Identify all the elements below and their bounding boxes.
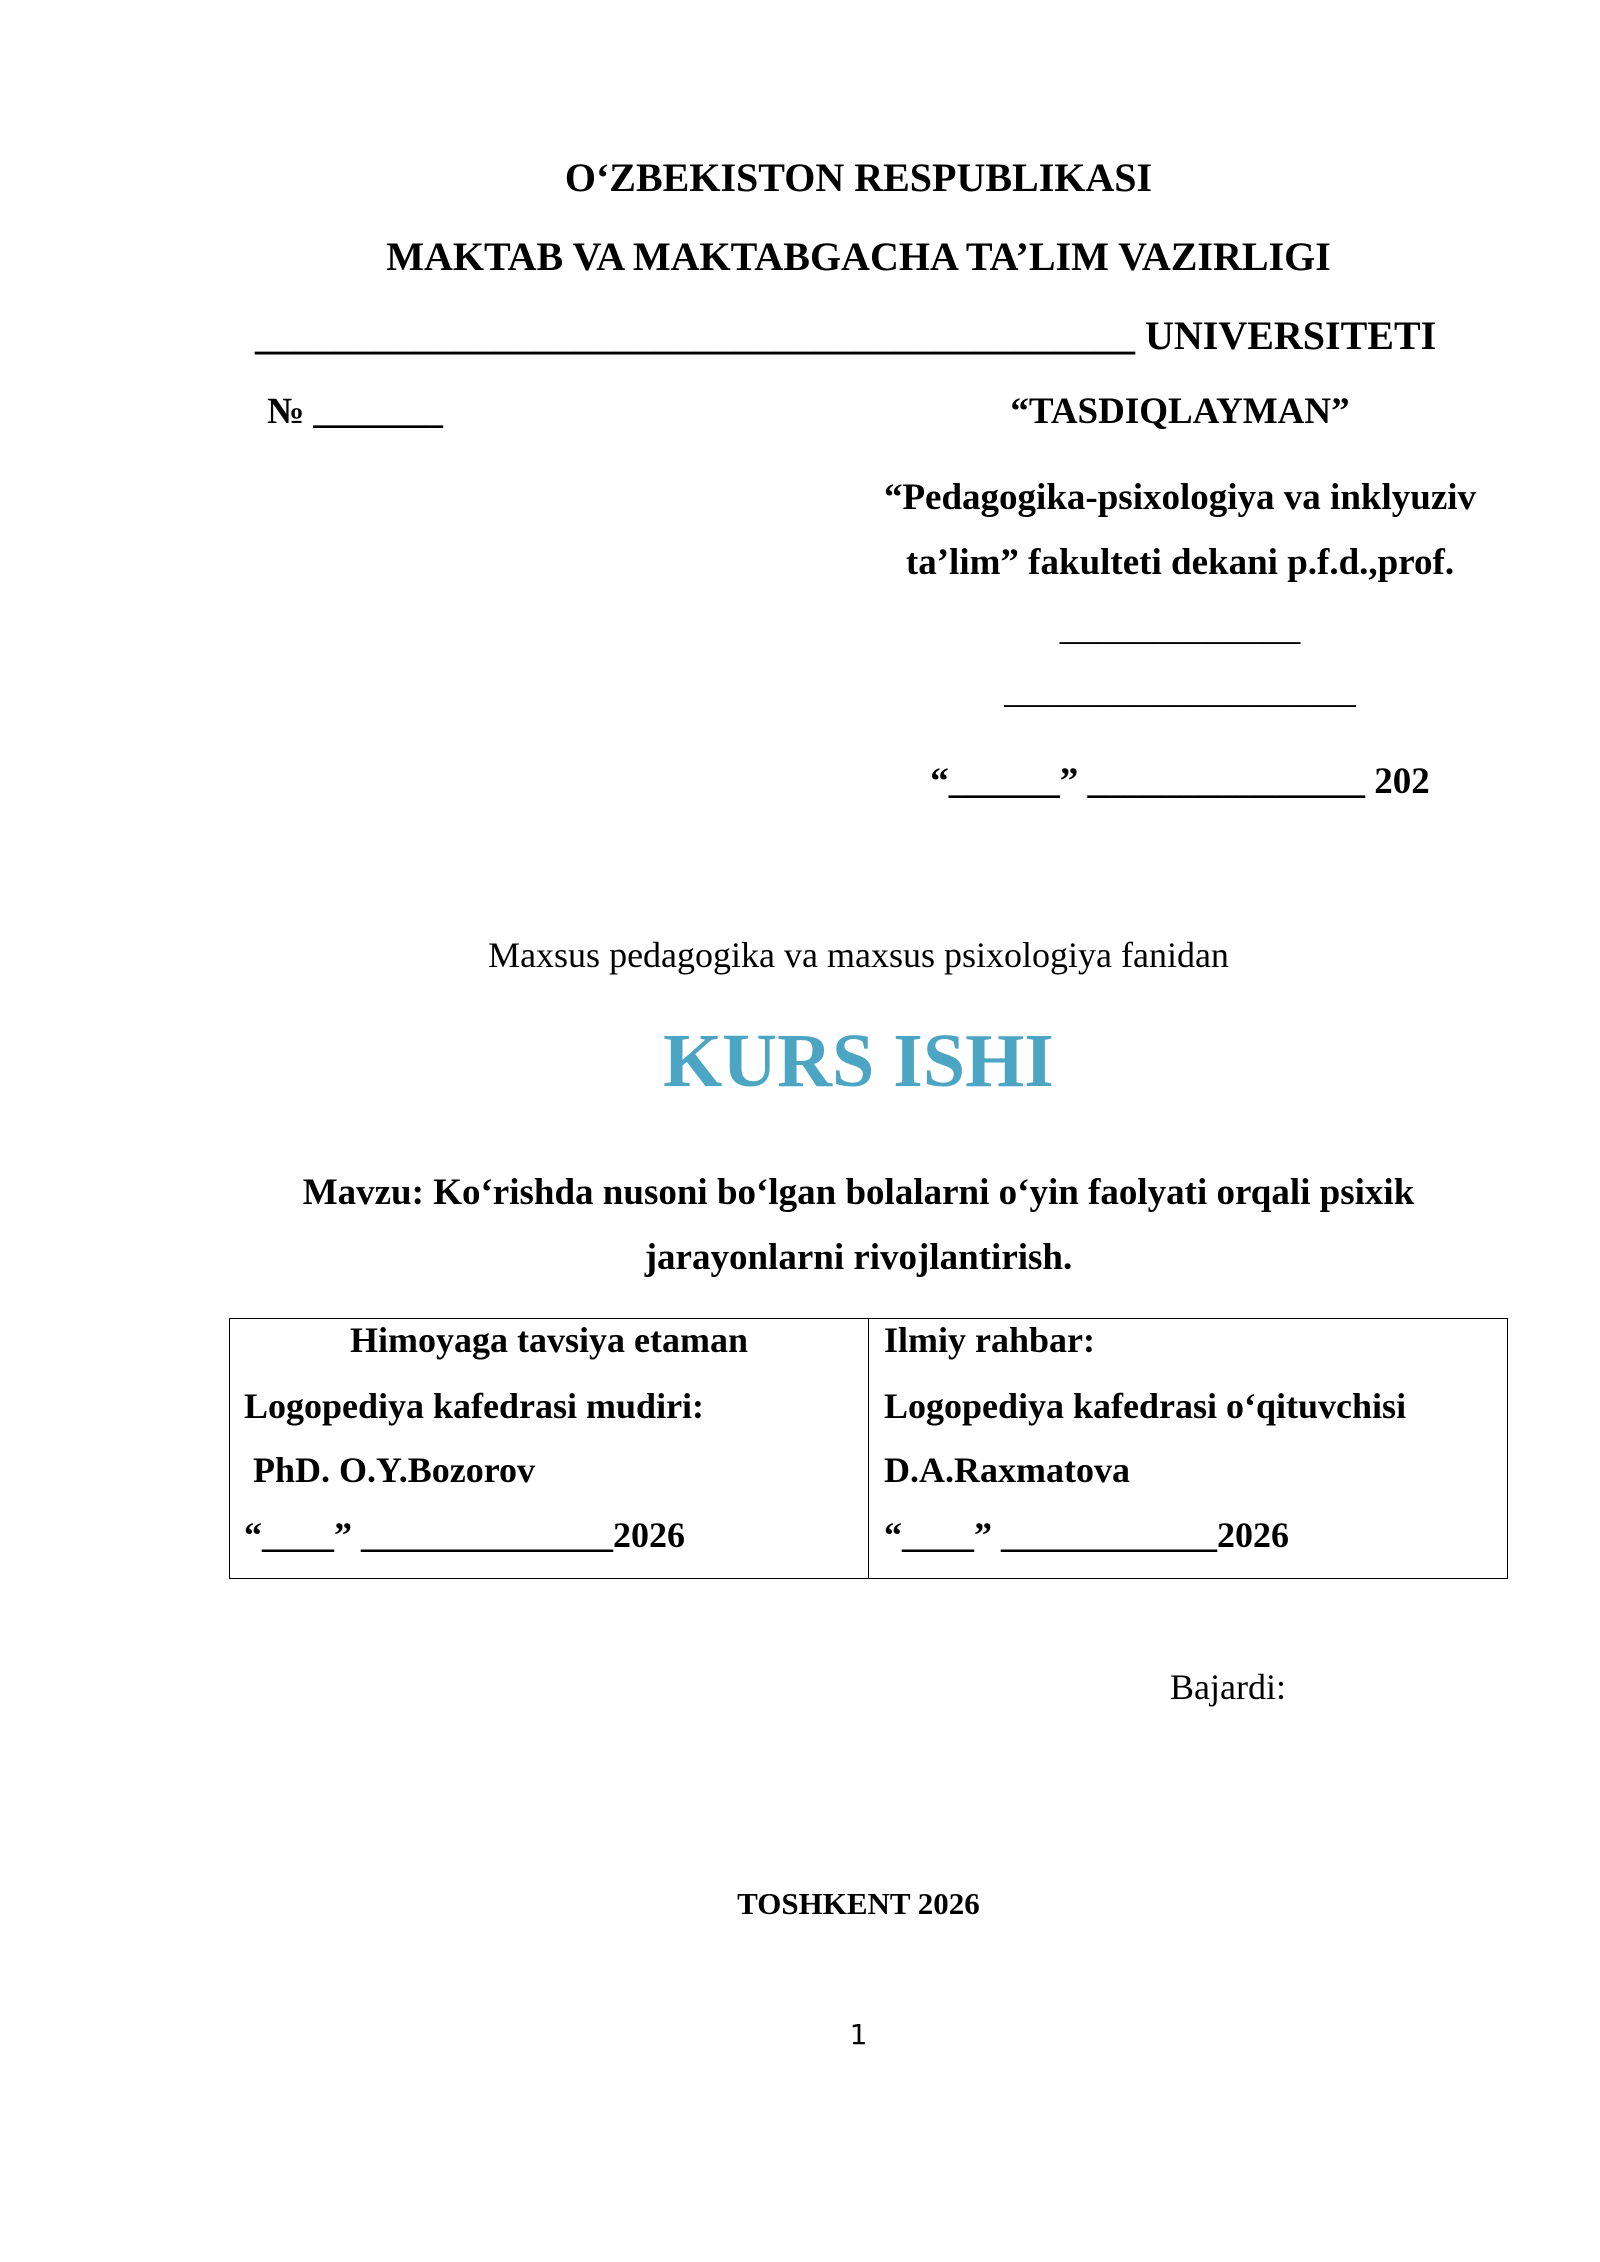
- approval-date: “______” _______________ 202: [930, 761, 1430, 802]
- topic-line-2: jarayonlarni rivojlantirish.: [644, 1237, 1073, 1278]
- subject-line: Maxsus pedagogika va maxsus psixologiya fanidan: [488, 935, 1229, 975]
- table-divider: [868, 1319, 869, 1578]
- page-number: 1: [849, 2018, 868, 2051]
- right-date: “____” ____________2026: [884, 1515, 1289, 1555]
- approval-name-blank: ___________________: [1004, 670, 1356, 711]
- right-heading: Ilmiy rahbar:: [884, 1320, 1095, 1360]
- country-heading: O‘ZBEKISTON RESPUBLIKASI: [564, 155, 1153, 200]
- approval-line-1: “Pedagogika-psixologiya va inklyuziv: [883, 477, 1477, 518]
- approval-signature-blank: _____________: [1059, 607, 1301, 648]
- left-heading: Himoyaga tavsiya etaman: [350, 1320, 748, 1360]
- city-year: TOSHKENT 2026: [737, 1886, 980, 1921]
- signature-table: [229, 1318, 1508, 1579]
- topic-line-1: Mavzu: Ko‘rishda nusoni bo‘lgan bolalarni o‘yin faolyati orqali psixik: [302, 1172, 1415, 1213]
- university-line: ____________________________________________ UNIVERSITETI: [255, 313, 1437, 358]
- right-name: D.A.Raxmatova: [884, 1450, 1130, 1490]
- document-title: KURS ISHI: [663, 1019, 1054, 1103]
- left-role: Logopediya kafedrasi mudiri:: [244, 1386, 705, 1426]
- document-number: № _______: [267, 391, 443, 432]
- left-name: PhD. O.Y.Bozorov: [244, 1450, 536, 1490]
- approval-line-2: ta’lim” fakulteti dekani p.f.d.,prof.: [905, 542, 1455, 583]
- ministry-heading: MAKTAB VA MAKTABGACHA TA’LIM VAZIRLIGI: [386, 234, 1331, 279]
- approval-heading: “TASDIQLAYMAN”: [1010, 391, 1350, 432]
- performed-by-label: Bajardi:: [1170, 1667, 1286, 1707]
- right-role: Logopediya kafedrasi o‘qituvchisi: [884, 1386, 1407, 1426]
- left-date: “____” ______________2026: [244, 1515, 685, 1555]
